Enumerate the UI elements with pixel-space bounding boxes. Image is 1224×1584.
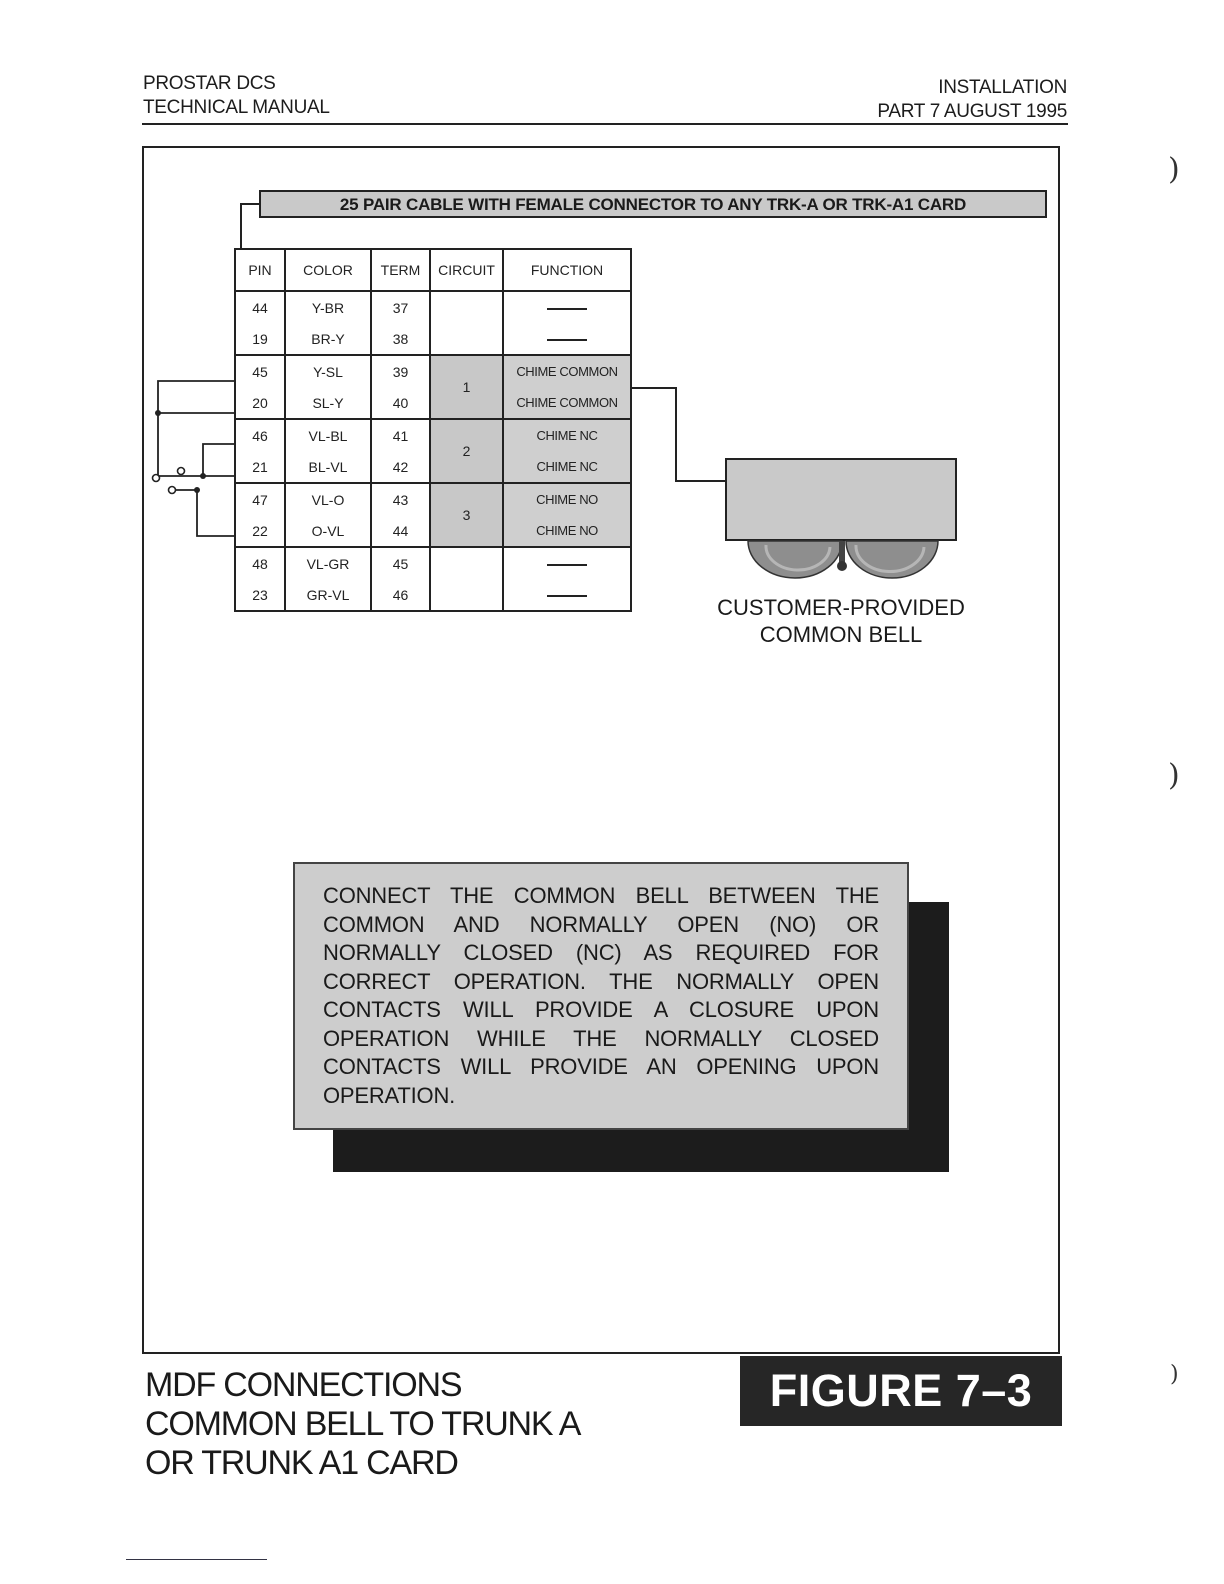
cable-label: 25 PAIR CABLE WITH FEMALE CONNECTOR TO ANY TRK-A OR TRK-A1 CARD	[259, 190, 1047, 218]
term-cell: 45	[371, 547, 430, 579]
term-cell: 43	[371, 483, 430, 515]
unused-dash	[547, 308, 587, 310]
unused-dash	[547, 564, 587, 566]
term-cell: 40	[371, 387, 430, 419]
function-cell: CHIME NO	[503, 483, 631, 515]
color-cell: GR-VL	[285, 579, 371, 611]
pin-cell: 44	[235, 291, 285, 323]
binder-hole-mark: )	[1168, 758, 1180, 793]
bell-label-line1: CUSTOMER-PROVIDED	[717, 595, 965, 620]
pin-cell: 21	[235, 451, 285, 483]
column-header-term: TERM	[371, 249, 430, 291]
term-cell: 39	[371, 355, 430, 387]
function-cell: CHIME COMMON	[503, 387, 631, 419]
pin-cell: 20	[235, 387, 285, 419]
bell-lead-common	[630, 388, 726, 481]
table-row	[235, 483, 631, 515]
column-header-circuit: CIRCUIT	[430, 249, 503, 291]
term-cell: 46	[371, 579, 430, 611]
caption-line3: OR TRUNK A1 CARD	[145, 1444, 458, 1482]
color-cell: Y-SL	[285, 355, 371, 387]
binder-hole-mark: )	[1170, 1362, 1179, 1387]
circuit-cell-empty	[430, 291, 503, 355]
common-bell-icon	[726, 459, 956, 578]
column-header-pin: PIN	[235, 249, 285, 291]
term-cell: 38	[371, 323, 430, 355]
term-cell: 41	[371, 419, 430, 451]
column-header-function: FUNCTION	[503, 249, 631, 291]
pin-cell: 45	[235, 355, 285, 387]
part-date: PART 7 AUGUST 1995	[877, 101, 1067, 122]
circuit-cell: 2	[430, 419, 503, 483]
pin-cell: 48	[235, 547, 285, 579]
table-row	[235, 291, 631, 323]
note-box: CONNECT THE COMMON BELL BETWEEN THE COMMON AND NORMALLY OPEN (NO) OR NORMALLY CLOSED (NC) AS REQUIRED FOR CORRECT OPERATION. THE NORMALLY OPEN CONTACTS WILL PROVIDE A CLOSURE UPON OPERATION WHILE THE NORMALLY CLOSED CONTACTS WILL PROVIDE AN OPENING UPON OPERATION.	[293, 862, 909, 1130]
pin-cell: 19	[235, 323, 285, 355]
pin-cell: 47	[235, 483, 285, 515]
function-cell	[503, 291, 631, 323]
table-row	[235, 547, 631, 579]
bell-label	[700, 594, 982, 648]
caption-line1: MDF CONNECTIONS	[145, 1366, 462, 1404]
function-cell: CHIME COMMON	[503, 355, 631, 387]
term-cell: 44	[371, 515, 430, 547]
product-name: PROSTAR DCS	[143, 73, 276, 94]
term-cell: 42	[371, 451, 430, 483]
color-cell: SL-Y	[285, 387, 371, 419]
unused-dash	[547, 339, 587, 341]
figure-caption	[145, 1366, 580, 1483]
color-cell: VL-O	[285, 483, 371, 515]
manual-name: TECHNICAL MANUAL	[143, 97, 330, 118]
function-cell: CHIME NC	[503, 419, 631, 451]
color-cell: BR-Y	[285, 323, 371, 355]
column-header-color: COLOR	[285, 249, 371, 291]
table-row	[235, 355, 631, 387]
color-cell: Y-BR	[285, 291, 371, 323]
circuit-cell: 3	[430, 483, 503, 547]
footer-rule	[126, 1559, 267, 1560]
function-cell	[503, 323, 631, 355]
bell-label-line2: COMMON BELL	[759, 622, 923, 647]
strap-junction-dots	[155, 410, 206, 493]
function-cell	[503, 547, 631, 579]
caption-line2: COMMON BELL TO TRUNK A	[145, 1405, 581, 1443]
function-cell: CHIME NO	[503, 515, 631, 547]
pin-cell: 22	[235, 515, 285, 547]
table-row	[235, 419, 631, 451]
mdf-terminal-table	[234, 248, 632, 612]
circuit-cell-empty	[430, 547, 503, 611]
table-header-row	[235, 249, 631, 291]
pin-cell: 46	[235, 419, 285, 451]
color-cell: VL-GR	[285, 547, 371, 579]
color-cell: O-VL	[285, 515, 371, 547]
pin-cell: 23	[235, 579, 285, 611]
binder-hole-mark: )	[1168, 152, 1180, 187]
color-cell: VL-BL	[285, 419, 371, 451]
section-name: INSTALLATION	[938, 77, 1067, 98]
figure-number-badge: FIGURE 7–3	[740, 1356, 1062, 1426]
color-cell: BL-VL	[285, 451, 371, 483]
unused-dash	[547, 595, 587, 597]
circuit-cell: 1	[430, 355, 503, 419]
function-cell: CHIME NC	[503, 451, 631, 483]
strap-wiring	[158, 381, 234, 536]
term-cell: 37	[371, 291, 430, 323]
function-cell	[503, 579, 631, 611]
